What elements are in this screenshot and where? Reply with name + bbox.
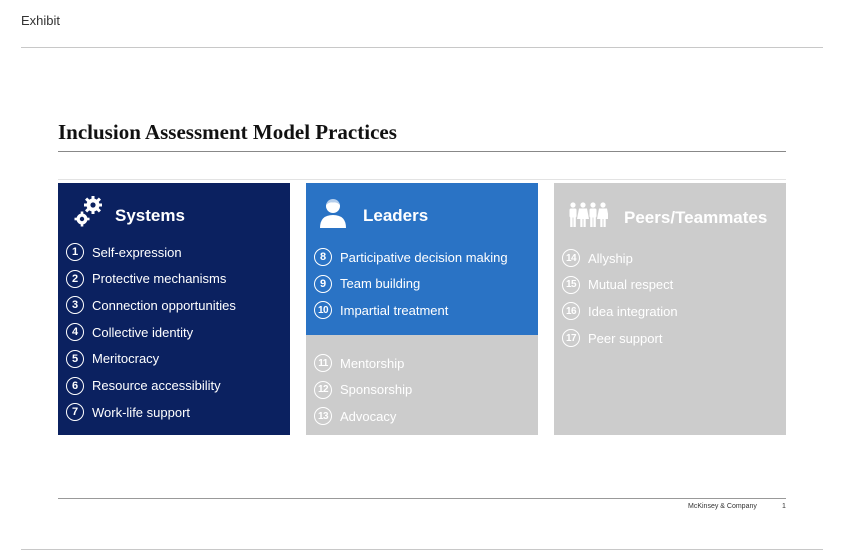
footer-divider	[58, 498, 786, 499]
group-icon	[568, 202, 608, 228]
item-number-badge: 11	[314, 354, 332, 372]
systems-header	[58, 183, 290, 239]
item-number-badge: 17	[562, 329, 580, 347]
list-item	[314, 299, 448, 321]
item-number-badge: 14	[562, 249, 580, 267]
list-item	[562, 247, 633, 269]
item-label: Meritocracy	[92, 351, 160, 367]
list-item	[562, 274, 673, 296]
leaders-column	[306, 183, 538, 435]
list-item	[314, 379, 412, 401]
item-label: Allyship	[588, 250, 633, 266]
page-number: 1	[782, 503, 786, 510]
list-item	[562, 300, 678, 322]
list-item	[66, 401, 190, 423]
item-number-badge: 13	[314, 407, 332, 425]
item-number-badge: 5	[66, 350, 84, 368]
list-item	[314, 405, 396, 427]
list-item	[66, 348, 159, 370]
item-label: Idea integration	[588, 303, 678, 319]
list-item	[314, 273, 420, 295]
leaders-header	[306, 183, 538, 239]
person-icon	[319, 196, 347, 228]
item-label: Peer support	[588, 330, 663, 346]
list-item	[66, 294, 236, 316]
gears-icon	[74, 195, 104, 229]
item-number-badge: 2	[66, 270, 84, 288]
item-number-badge: 8	[314, 248, 332, 266]
page-title: Inclusion Assessment Model Practices	[58, 120, 397, 144]
list-item	[314, 352, 404, 374]
item-number-badge: 6	[66, 377, 84, 395]
systems-column	[58, 183, 290, 435]
list-item	[66, 241, 182, 263]
top-divider	[21, 47, 823, 48]
item-label: Impartial treatment	[340, 302, 449, 318]
peers-title: Peers/Teammates	[624, 208, 768, 227]
list-item	[562, 327, 662, 349]
item-label: Resource accessibility	[92, 378, 221, 393]
item-number-badge: 12	[314, 381, 332, 399]
item-number-badge: 16	[562, 302, 580, 320]
bottom-divider	[21, 549, 823, 550]
item-label: Work-life support	[92, 404, 191, 420]
item-label: Protective mechanisms	[92, 271, 227, 287]
item-label: Self-expression	[92, 244, 182, 260]
list-item	[66, 321, 193, 343]
item-number-badge: 1	[66, 243, 84, 261]
sub-divider	[58, 179, 786, 180]
item-number-badge: 3	[66, 296, 84, 314]
list-item	[66, 375, 221, 397]
item-label: Advocacy	[340, 408, 397, 424]
item-label: Collective identity	[92, 324, 194, 340]
item-label: Team building	[340, 276, 421, 291]
peers-header	[554, 183, 786, 239]
item-number-badge: 15	[562, 276, 580, 294]
leaders-title: Leaders	[363, 206, 429, 225]
item-label: Mentorship	[340, 355, 405, 371]
item-number-badge: 7	[66, 403, 84, 421]
item-label: Connection opportunities	[92, 297, 236, 313]
title-divider	[58, 151, 786, 152]
item-label: Participative decision making	[340, 249, 508, 265]
item-label: Mutual respect	[588, 277, 674, 293]
item-label: Sponsorship	[340, 382, 413, 397]
peers-column	[554, 183, 786, 435]
item-number-badge: 10	[314, 301, 332, 319]
list-item	[314, 246, 508, 268]
item-number-badge: 9	[314, 275, 332, 293]
list-item	[66, 268, 226, 290]
item-number-badge: 4	[66, 323, 84, 341]
exhibit-label: Exhibit	[21, 13, 61, 28]
systems-title: Systems	[115, 206, 185, 225]
footer-brand: McKinsey & Company	[688, 503, 757, 510]
